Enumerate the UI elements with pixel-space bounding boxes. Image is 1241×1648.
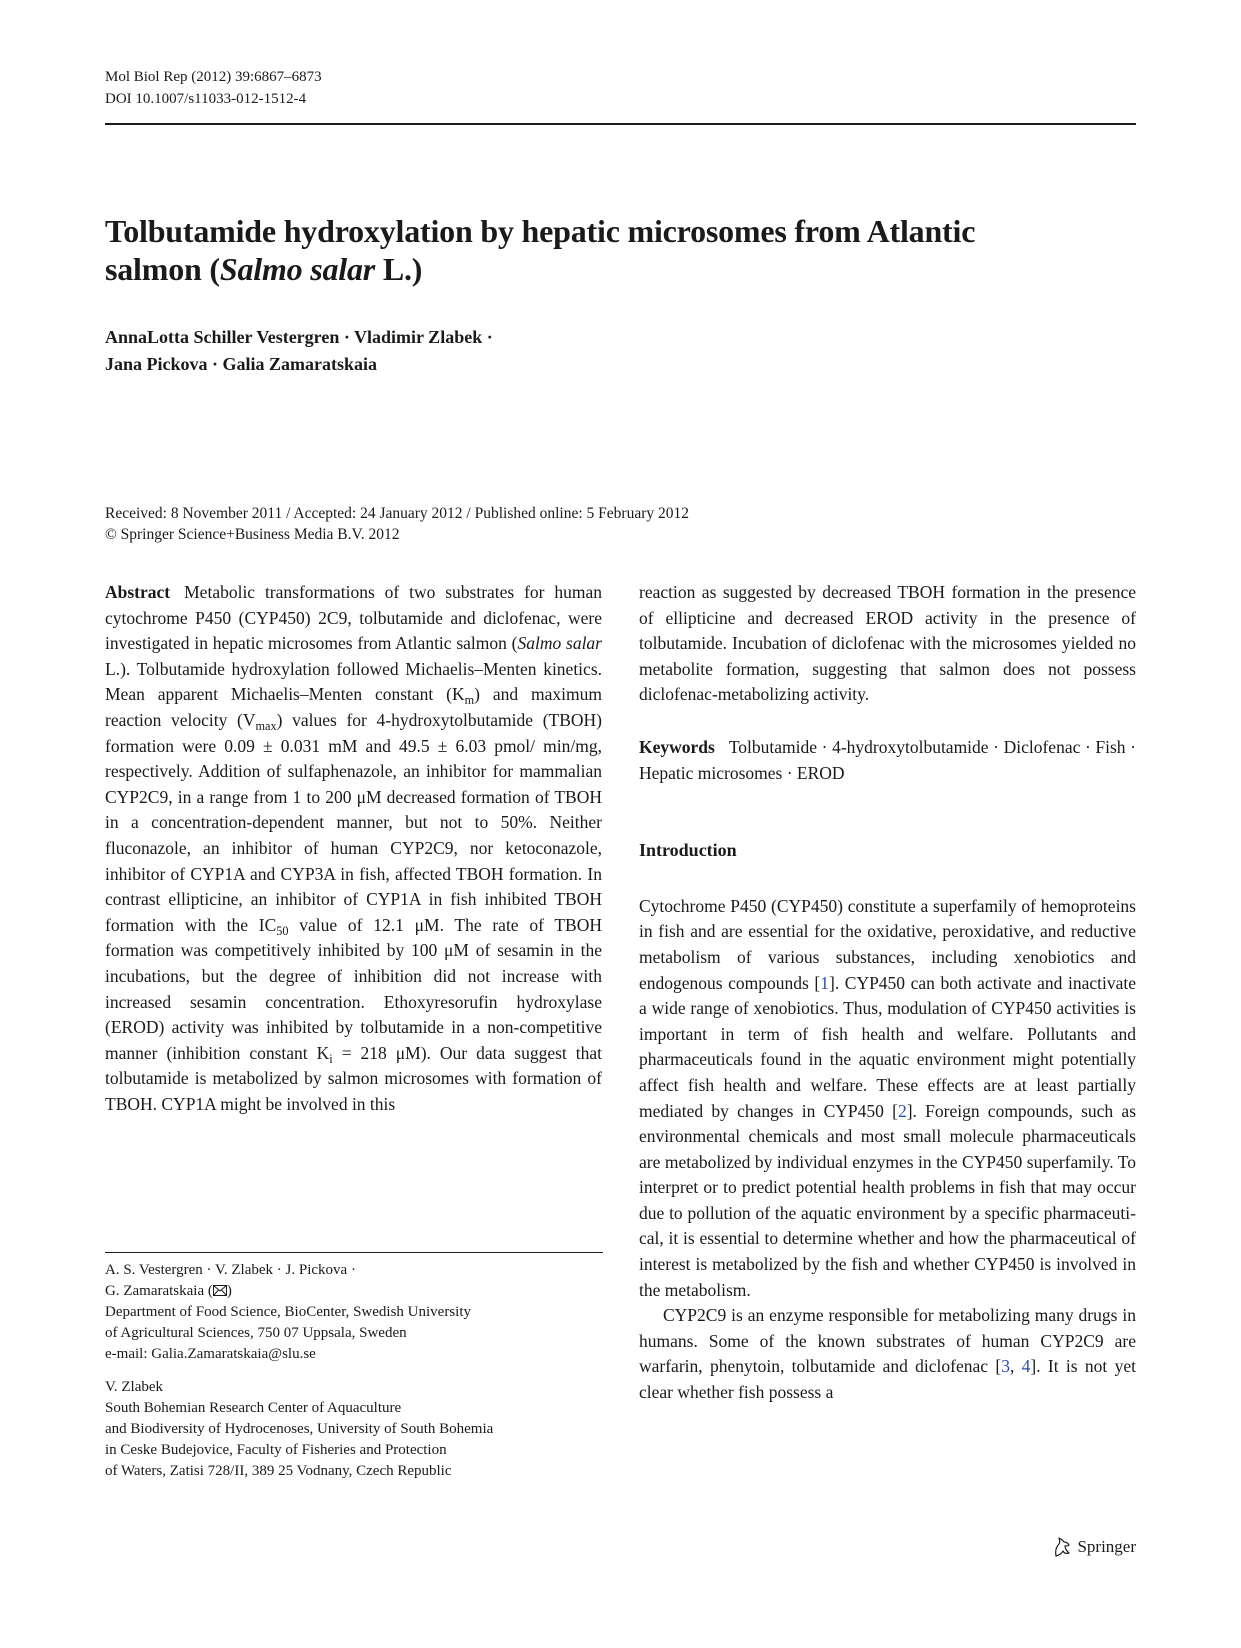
publication-history	[105, 503, 1136, 545]
article-title	[105, 212, 1105, 288]
citation-link-1[interactable]: 1	[820, 972, 829, 993]
citation-link-4[interactable]: 4	[1021, 1356, 1031, 1377]
abstract-column	[105, 580, 602, 1202]
corresponding-author: G. Zamaratskaia ( )	[105, 1283, 232, 1299]
header-divider	[105, 123, 1136, 125]
title-line-2-start: salmon (	[105, 251, 220, 287]
affiliations	[105, 1260, 603, 1482]
abstract-label: Abstract	[105, 582, 171, 602]
keywords-list: Tolbutamide · 4-hydroxytolbutamide · Diclofenac · Fish · Hepatic microsomes · EROD	[639, 736, 1136, 783]
affiliation-block-1: A. S. Vestergren · V. Zlabek · J. Pickova · G. Zamaratskaia ( ) Department of Food Science, BioCenter, Swedish University of Agricultural Sciences, 750 07 Uppsala, Sweden e-mail: Galia.Zamaratskaia@slu.se	[105, 1260, 603, 1365]
intro-paragraph-2: CYP2C9 is an enzyme responsible for metabolizing many drugs in humans. Some of the known substrates of human CYP2C9 are warfarin, phenytoin, tolbutamide and diclofenac [3, 4]. It is not yet clear whether fish possess a	[639, 1305, 1136, 1403]
introduction-heading: Introduction	[639, 840, 737, 861]
affiliation-divider	[105, 1252, 603, 1253]
authors-line-2: Jana Pickova · Galia Zamaratskaia	[105, 354, 378, 374]
author-list	[105, 324, 805, 378]
history-dates: Received: 8 November 2011 / Accepted: 24 January 2012 / Published online: 5 February 2012	[105, 505, 689, 522]
copyright-line: © Springer Science+Business Media B.V. 2012	[105, 526, 400, 543]
citation-link-3[interactable]: 3	[1001, 1356, 1010, 1377]
keywords-label: Keywords	[639, 736, 715, 757]
keywords	[639, 735, 1136, 786]
right-column	[639, 580, 1136, 1406]
journal-header	[105, 66, 322, 110]
title-line-2-end: L.)	[375, 251, 423, 287]
abstract-species: Salmo salar	[517, 633, 602, 654]
publisher-logo	[1052, 1536, 1136, 1558]
publisher-name: Springer	[1077, 1537, 1136, 1556]
envelope-icon	[213, 1285, 227, 1296]
abstract-paragraph: Abstract Metabolic transformations of two substrates for human cytochrome P450 (CYP450) 2C9, tolbutamide and diclofenac, were investigated in hepatic microsomes from Atlantic salmon (Salmo salar L.). Tolbutamide hydroxylation followed Michaelis–Menten kinetics. Mean apparent Michaelis–Menten constant $(K_m)$ and maximum reaction velocity $(V_{max})$ values for 4-hydroxytolbutamide (TBOH) formation were 0.09 ± 0.031 mM and 49.5 ± 6.03 pmol/ min/mg, respectively. Addition of sulfaphenazole, an inhibitor for mammalian CYP2C9, in a range from 1 to 200 μM decreased formation of TBOH in a concentration-dependent manner, but not to 50%. Neither fluconazole, an inhibitor of human CYP2C9, nor ketoconazole, inhibitor of CYP1A and CYP3A in fish, affected TBOH formation. In contrast ellipticine, an inhibitor of CYP1A in fish inhibited TBOH formation with the $IC_{50}$ value of 12.1 μM. The rate of TBOH formation was competitively inhibited by 100 μM of sesamin in the incubations, but the degree of inhibition did not increase with increased sesamin concentration. Ethoxyresorufin hydroxylase (EROD) activity was inhibited by tolbutamide in a non-competitive manner (inhibition constant $K_i = 218$ μM). Our data suggest that tolbutamide is metabolized by salmon microsomes with formation of TBOH. CYP1A might be involved in this	[105, 582, 602, 1114]
authors-line-1: AnnaLotta Schiller Vestergren · Vladimir Zlabek ·	[105, 327, 493, 347]
citation-link-2[interactable]: 2	[897, 1100, 907, 1121]
title-line-1: Tolbutamide hydroxylation by hepatic microsomes from Atlantic	[105, 213, 976, 249]
title-species: Salmo salar	[219, 251, 376, 287]
citation: Mol Biol Rep (2012) 39:6867–6873	[105, 69, 322, 85]
abstract-continued: reaction as suggested by decreased TBOH formation in the presence of ellipticine and decreased EROD activity in the presence of tolbutamide. Incubation of diclofenac with the microsomes yielded no metabolite formation, suggesting that salmon does not possess diclofenac-metabolizing activity.	[639, 582, 1136, 705]
springer-horse-icon	[1052, 1536, 1072, 1558]
intro-paragraph-1: Cytochrome P450 (CYP450) constitute a superfamily of hemoproteins in fish and are essential for the oxidative, peroxidative, and reductive metabolism of various substances, including xenobiotics and endogenous compounds [1]. CYP450 can both activate and inactivate a wide range of xenobiotics. Thus, modulation of CYP450 activities is important in term of fish health and welfare. Pollutants and pharmaceuticals found in the aquatic environment might potentially affect fish health and welfare. These effects are at least partially mediated by changes in CYP450 [2]. Foreign compounds, such as environmental chemicals and most small molecule pharmaceuticals are metabolized by individual enzymes in the CYP450 superfamily. To interpret or to predict potential health problems in fish that may occur due to pollution of the aquatic environment by a specific pharmaceutical, it is essential to determine whether and how the pharmaceutical of interest is metabolized by the fish and whether CYP450 is involved in the metabolism.	[639, 895, 1137, 1300]
affiliation-block-2: V. Zlabek South Bohemian Research Center of Aquaculture and Biodiversity of Hydrocenoses, University of South Bohemia in Ceske Budejovice, Faculty of Fisheries and Protection of Waters, Zatisi 728/II, 389 25 Vodnany, Czech Republic	[105, 1379, 494, 1479]
email-address[interactable]: e-mail: Galia.Zamaratskaia@slu.se	[105, 1346, 316, 1362]
doi: DOI 10.1007/s11033-012-1512-4	[105, 91, 307, 107]
